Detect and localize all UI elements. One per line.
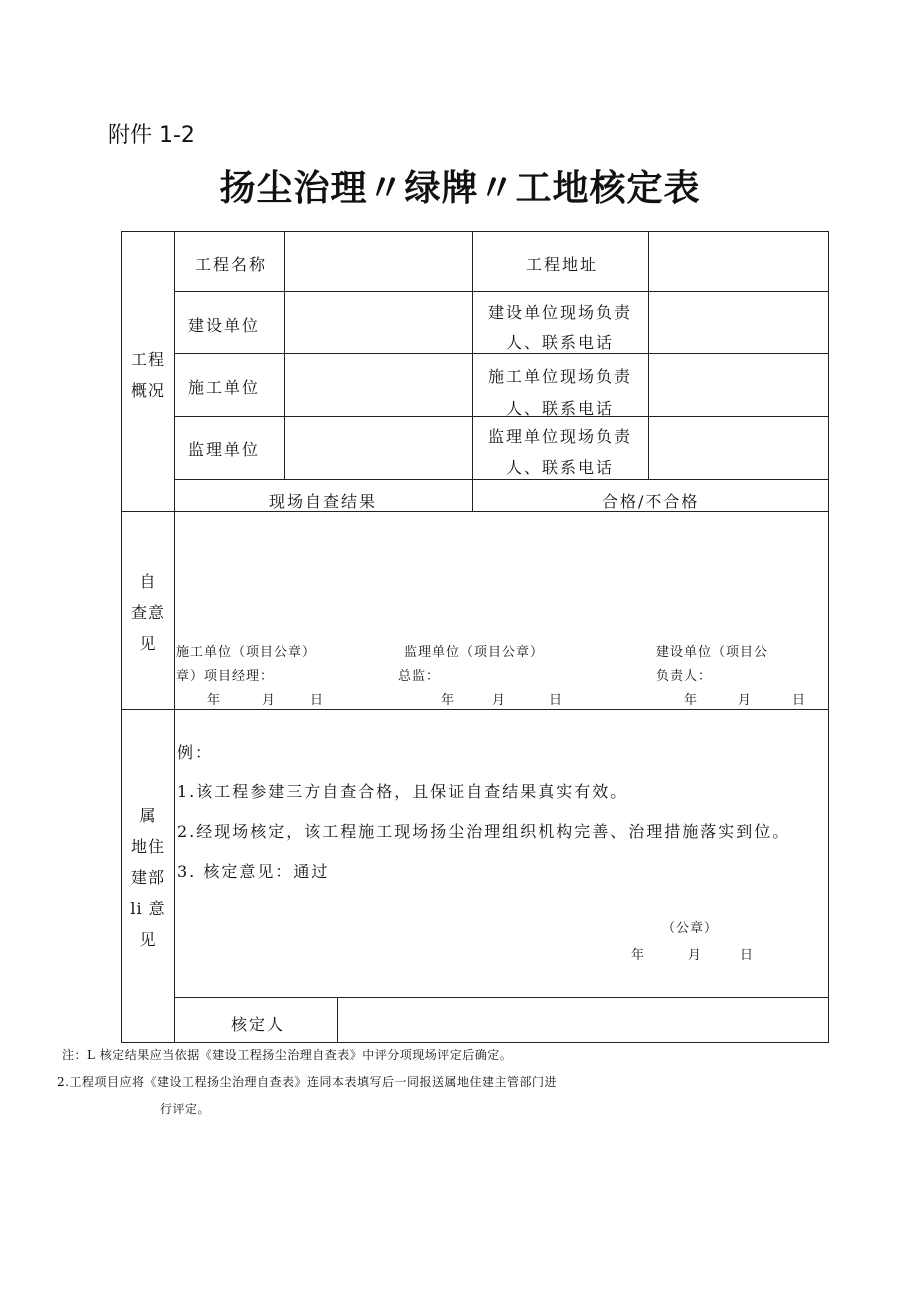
builder-field[interactable]	[286, 293, 470, 352]
constructor-day: 日	[310, 693, 325, 708]
bureau-label-line: 见	[139, 930, 157, 949]
bureau-label-line: li 意	[130, 899, 166, 918]
self-check-opinion-field[interactable]	[176, 513, 827, 633]
self-check-label-line: 查意	[130, 603, 165, 622]
table-column-divider	[284, 231, 285, 479]
constructor-month: 月	[262, 693, 277, 708]
bureau-month: 月	[688, 948, 703, 963]
table-column-divider	[337, 997, 338, 1043]
table-section-divider	[121, 511, 829, 512]
table-row-divider	[174, 416, 829, 417]
project-name-label: 工程名称	[195, 255, 268, 274]
table-border-right	[828, 231, 829, 1043]
table-row-divider	[174, 353, 829, 354]
bureau-opinion-item-2: 2.经现场核定，该工程施工现场扬尘治理组织机构完善、治理措施落实到位。	[177, 822, 791, 841]
supervisor-month: 月	[492, 693, 507, 708]
overview-section-label	[122, 344, 174, 406]
self-check-result-label: 现场自查结果	[269, 492, 378, 511]
self-check-section-label	[122, 566, 174, 659]
constructor-contact-field[interactable]	[650, 355, 826, 415]
supervisor-contact-field[interactable]	[650, 418, 826, 478]
supervisor-label: 监理单位	[188, 440, 261, 459]
footnote-1: 注：L 核定结果应当依据《建设工程扬尘治理自查表》中评分项现场评定后确定。	[62, 1048, 513, 1062]
table-column-divider	[174, 231, 175, 1043]
constructor-field[interactable]	[286, 355, 470, 415]
bureau-opinion-item-3: 3. 核定意见：通过	[177, 862, 330, 881]
footnote-2-continued: 行评定。	[160, 1102, 211, 1116]
table-column-divider	[472, 231, 473, 511]
bureau-day: 日	[740, 948, 755, 963]
builder-person-label: 负责人：	[656, 669, 713, 684]
project-name-field[interactable]	[286, 233, 470, 290]
constructor-manager-label: 章）项目经理：	[176, 669, 275, 684]
builder-month: 月	[738, 693, 753, 708]
supervisor-field[interactable]	[286, 418, 470, 478]
table-row-divider	[174, 479, 829, 480]
footnote-2: 2.工程项目应将《建设工程扬尘治理自查表》连同本表填写后一同报送属地住建主管部门进	[57, 1075, 557, 1089]
bureau-label-line: 地住	[130, 837, 165, 856]
attachment-label: 附件 1-2	[108, 123, 195, 148]
builder-year: 年	[684, 693, 699, 708]
pass-fail-label: 合格/不合格	[602, 492, 700, 511]
project-address-label: 工程地址	[526, 255, 599, 274]
bureau-year: 年	[631, 948, 646, 963]
supervisor-contact-label: 监理单位现场负责	[488, 427, 633, 446]
self-check-label-line: 见	[139, 634, 157, 653]
table-border-bottom	[121, 1042, 829, 1043]
bureau-example-label: 例：	[177, 743, 214, 762]
builder-contact-label: 建设单位现场负责	[488, 303, 633, 322]
table-row-divider	[174, 291, 829, 292]
table-column-divider	[648, 231, 649, 479]
supervisor-contact-label-2: 人、联系电话	[506, 458, 615, 477]
constructor-contact-label-2: 人、联系电话	[506, 399, 615, 418]
constructor-contact-label: 施工单位现场负责	[488, 367, 633, 386]
supervisor-seal-label: 监理单位（项目公章）	[404, 645, 545, 660]
page-title: 扬尘治理〃绿牌〃工地核定表	[219, 168, 701, 209]
bureau-seal-label: （公章）	[662, 921, 719, 936]
builder-contact-label-2: 人、联系电话	[506, 333, 615, 352]
project-address-field[interactable]	[650, 233, 826, 290]
bureau-label-line: 属	[139, 806, 157, 825]
approver-label: 核定人	[231, 1015, 286, 1034]
builder-seal-label: 建设单位（项目公	[656, 645, 769, 660]
builder-label: 建设单位	[188, 316, 261, 335]
self-check-label-line: 自	[139, 572, 157, 591]
overview-section-label-text: 工程概况	[130, 350, 165, 400]
bureau-label-line: 建部	[130, 868, 165, 887]
table-border-top	[121, 231, 829, 232]
constructor-year: 年	[207, 693, 222, 708]
supervisor-day: 日	[549, 693, 564, 708]
supervisor-chief-label: 总监：	[398, 669, 441, 684]
builder-contact-field[interactable]	[650, 293, 826, 352]
table-row-divider	[174, 997, 829, 998]
builder-day: 日	[792, 693, 807, 708]
constructor-seal-label: 施工单位（项目公章）	[176, 645, 317, 660]
bureau-section-label	[122, 800, 174, 955]
constructor-label: 施工单位	[188, 378, 261, 397]
approver-field[interactable]	[339, 999, 826, 1041]
supervisor-year: 年	[441, 693, 456, 708]
table-section-divider	[121, 709, 829, 710]
bureau-opinion-item-1: 1.该工程参建三方自查合格，且保证自查结果真实有效。	[177, 782, 629, 801]
